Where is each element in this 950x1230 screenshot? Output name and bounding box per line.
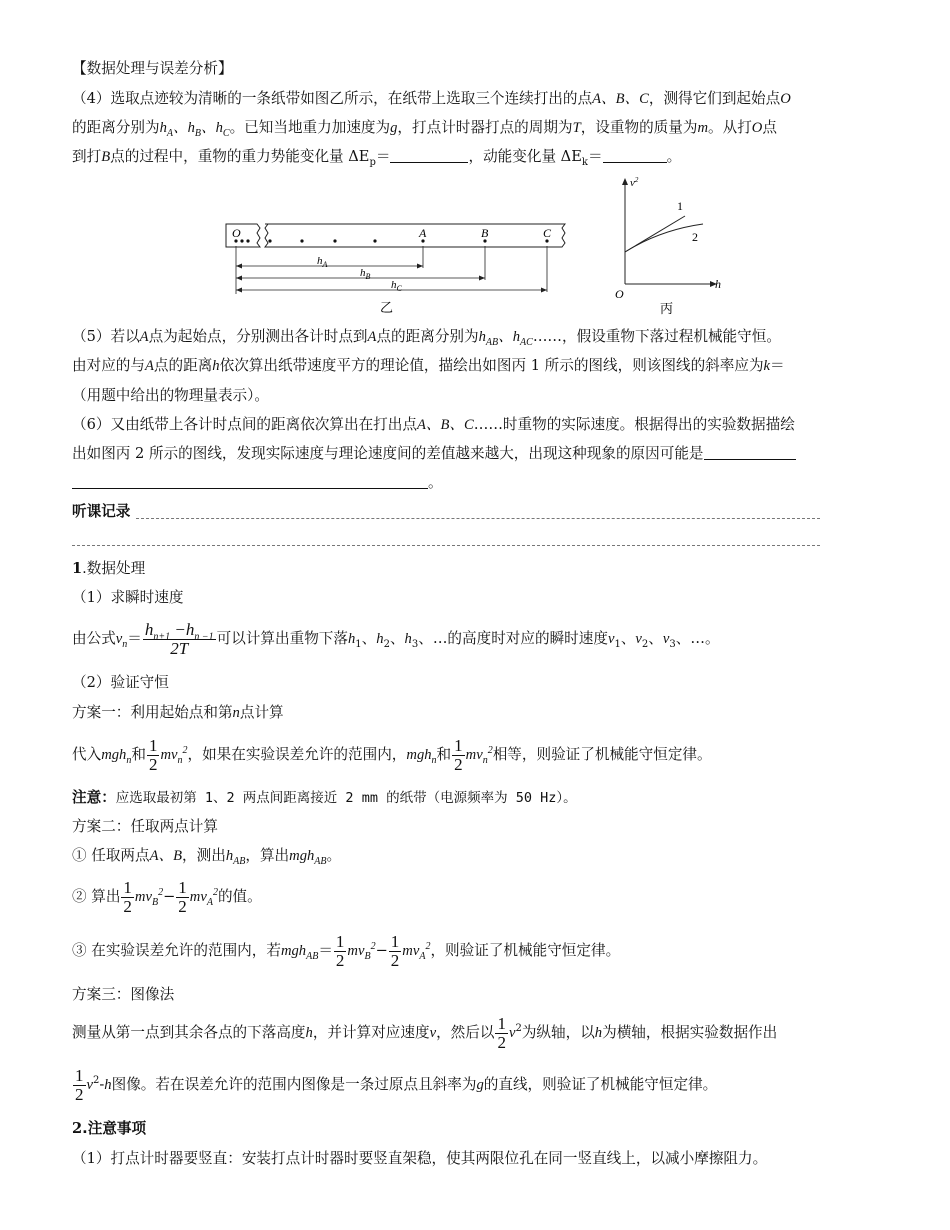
tape-dot (246, 239, 249, 242)
graph-caption: 丙 (660, 301, 674, 316)
s1-note: 注意：应选取最初第 1、2 两点间距离接近 2 mm 的纸带（电源频率为 50 Hz）。 (72, 789, 577, 806)
tape-label-hA: $h_A$ (317, 255, 328, 269)
velocity-formula-fraction: $\frac{h_{n+1} -h_{n -1}}{2T}$ (144, 619, 214, 658)
answer-blank-reason-2 (72, 474, 428, 489)
tape-label-O: O (232, 226, 241, 240)
section-heading: 【数据处理与误差分析】 (72, 60, 233, 77)
tape-label-hB: $h_B$ (360, 267, 371, 281)
tape-caption: 乙 (380, 300, 394, 315)
notes-label: 听课记录 (72, 503, 131, 520)
tape-dot (373, 239, 376, 242)
tape-label-C: C (543, 226, 552, 240)
answer-blank-potential (390, 148, 468, 163)
q4-line-1: （4）选取点迹较为清晰的一条纸带如图乙所示，在纸带上选取三个连续打出的点A、B、C，测得它们到起始点O (72, 90, 791, 107)
answer-blank-reason-1 (704, 445, 796, 460)
graph-origin: O (615, 287, 624, 301)
tape-dot (300, 239, 303, 242)
s1-title: 1.数据处理 (72, 560, 146, 577)
tape-dot (268, 239, 271, 242)
answer-blank-kinetic (603, 148, 667, 163)
tape-main-piece (265, 224, 565, 247)
q4-line-2: 的距离分别为$h_A$、$h_B$、$h_C$。已知当地重力加速度为g，打点计时器打点的周期为T，设重物的质量为m。从打O点 (72, 119, 777, 139)
s1-graph-line-2: $\frac{1}{2}$ $v^2-h$图像。若在误差允许的范围内图像是一条过原点且斜率为g的直线，则验证了机械能守恒定律。 (75, 1065, 718, 1104)
q4-line-3: 到打B点的过程中，重物的重力势能变化量 $\Delta E_p=$ ，动能变化量 $\Delta E_k=$ 。 (72, 148, 682, 168)
s1-step2: ② 算出 $\frac{1}{2}$ $mv_B^2-$ $\frac{1}{2}$ $mv_A^2$的值。 (72, 877, 262, 916)
graph-figure (605, 172, 735, 317)
tape-label-hC: $h_C$ (391, 279, 402, 293)
graph-axis-y: $v^2$ (630, 176, 639, 189)
s1-step3: ③ 在实验误差允许的范围内，若mgh$_{AB}$＝ $\frac{1}{2}$ $mv_B^2-$ $\frac{1}{2}$ $mv_A^2$，则验证了机械能守恒定律。 (72, 931, 621, 970)
s2-title: 2.注意事项 (72, 1120, 147, 1137)
s1-formula-line: 由公式$v_n=$ $\frac{h_{n+1} -h_{n -1}}{2T}$ 可以计算出重物下落$h_1$、$h_2$、$h_3$、…的高度时对应的瞬时速度$v_1$、$v_2$、$v_3$、…。 (72, 619, 720, 658)
s1-step1: ① 任取两点A、B，测出$h_{AB}$，算出mgh$_{AB}$。 (72, 847, 342, 867)
q6-line-3: 。 (72, 473, 880, 493)
graph-label-2: 2 (692, 230, 698, 244)
notes-line-2 (72, 545, 820, 546)
s1-p1: （1）求瞬时速度 (72, 589, 184, 606)
notes-line-1 (136, 518, 820, 519)
s1-scheme2: 方案二：任取两点计算 (72, 818, 218, 835)
q5-line-1: （5）若以A点为起始点，分别测出各计时点到A点的距离分别为$h_{AB}$、$h_{AC}\dots\dots$，假设重物下落过程机械能守恒。 (72, 328, 781, 348)
s1-scheme1: 方案一：利用起始点和第n点计算 (72, 704, 284, 721)
s1-scheme3: 方案三：图像法 (72, 986, 175, 1003)
s1-substitute-line: 代入mgh$_n$和 $\frac{1}{2}$ $mv_n^2$，如果在实验误差允许的范围内，mgh$_n$和 $\frac{1}{2}$ $mv_n^2$相等，则验证了机械能守恒定律。 (72, 735, 712, 774)
graph-axis-x: h (715, 277, 721, 291)
s1-p2: （2）验证守恒 (72, 674, 169, 691)
tape-label-B: B (481, 226, 489, 240)
s2-p1: （1）打点计时器要竖直：安装打点计时器时要竖直架稳，使其两限位孔在同一竖直线上，以减小摩擦阻力。 (72, 1150, 768, 1167)
q6-line-1: （6）又由纸带上各计时点间的距离依次算出在打出点A、B、C……时重物的实际速度。根据得出的实验数据描绘 (72, 416, 795, 433)
q5-line-3: （用题中给出的物理量表示）。 (72, 387, 270, 404)
tape-dot (240, 239, 243, 242)
q6-line-2: 出如图丙 2 所示的图线，发现实际速度与理论速度间的差值越来越大，出现这种现象的原因可能是 (72, 444, 880, 464)
tape-figure (220, 216, 575, 316)
q5-line-2: 由对应的与A点的距离h依次算出纸带速度平方的理论值，描绘出如图丙 1 所示的图线，则该图线的斜率应为k＝ (72, 357, 785, 374)
tape-label-A: A (419, 226, 427, 240)
graph-label-1: 1 (677, 199, 683, 213)
tape-dot (333, 239, 336, 242)
s1-graph-line-1: 测量从第一点到其余各点的下落高度h，并计算对应速度v，然后以 $\frac{1}{2}$ $v^2$为纵轴，以h为横轴，根据实验数据作出 (72, 1013, 778, 1052)
